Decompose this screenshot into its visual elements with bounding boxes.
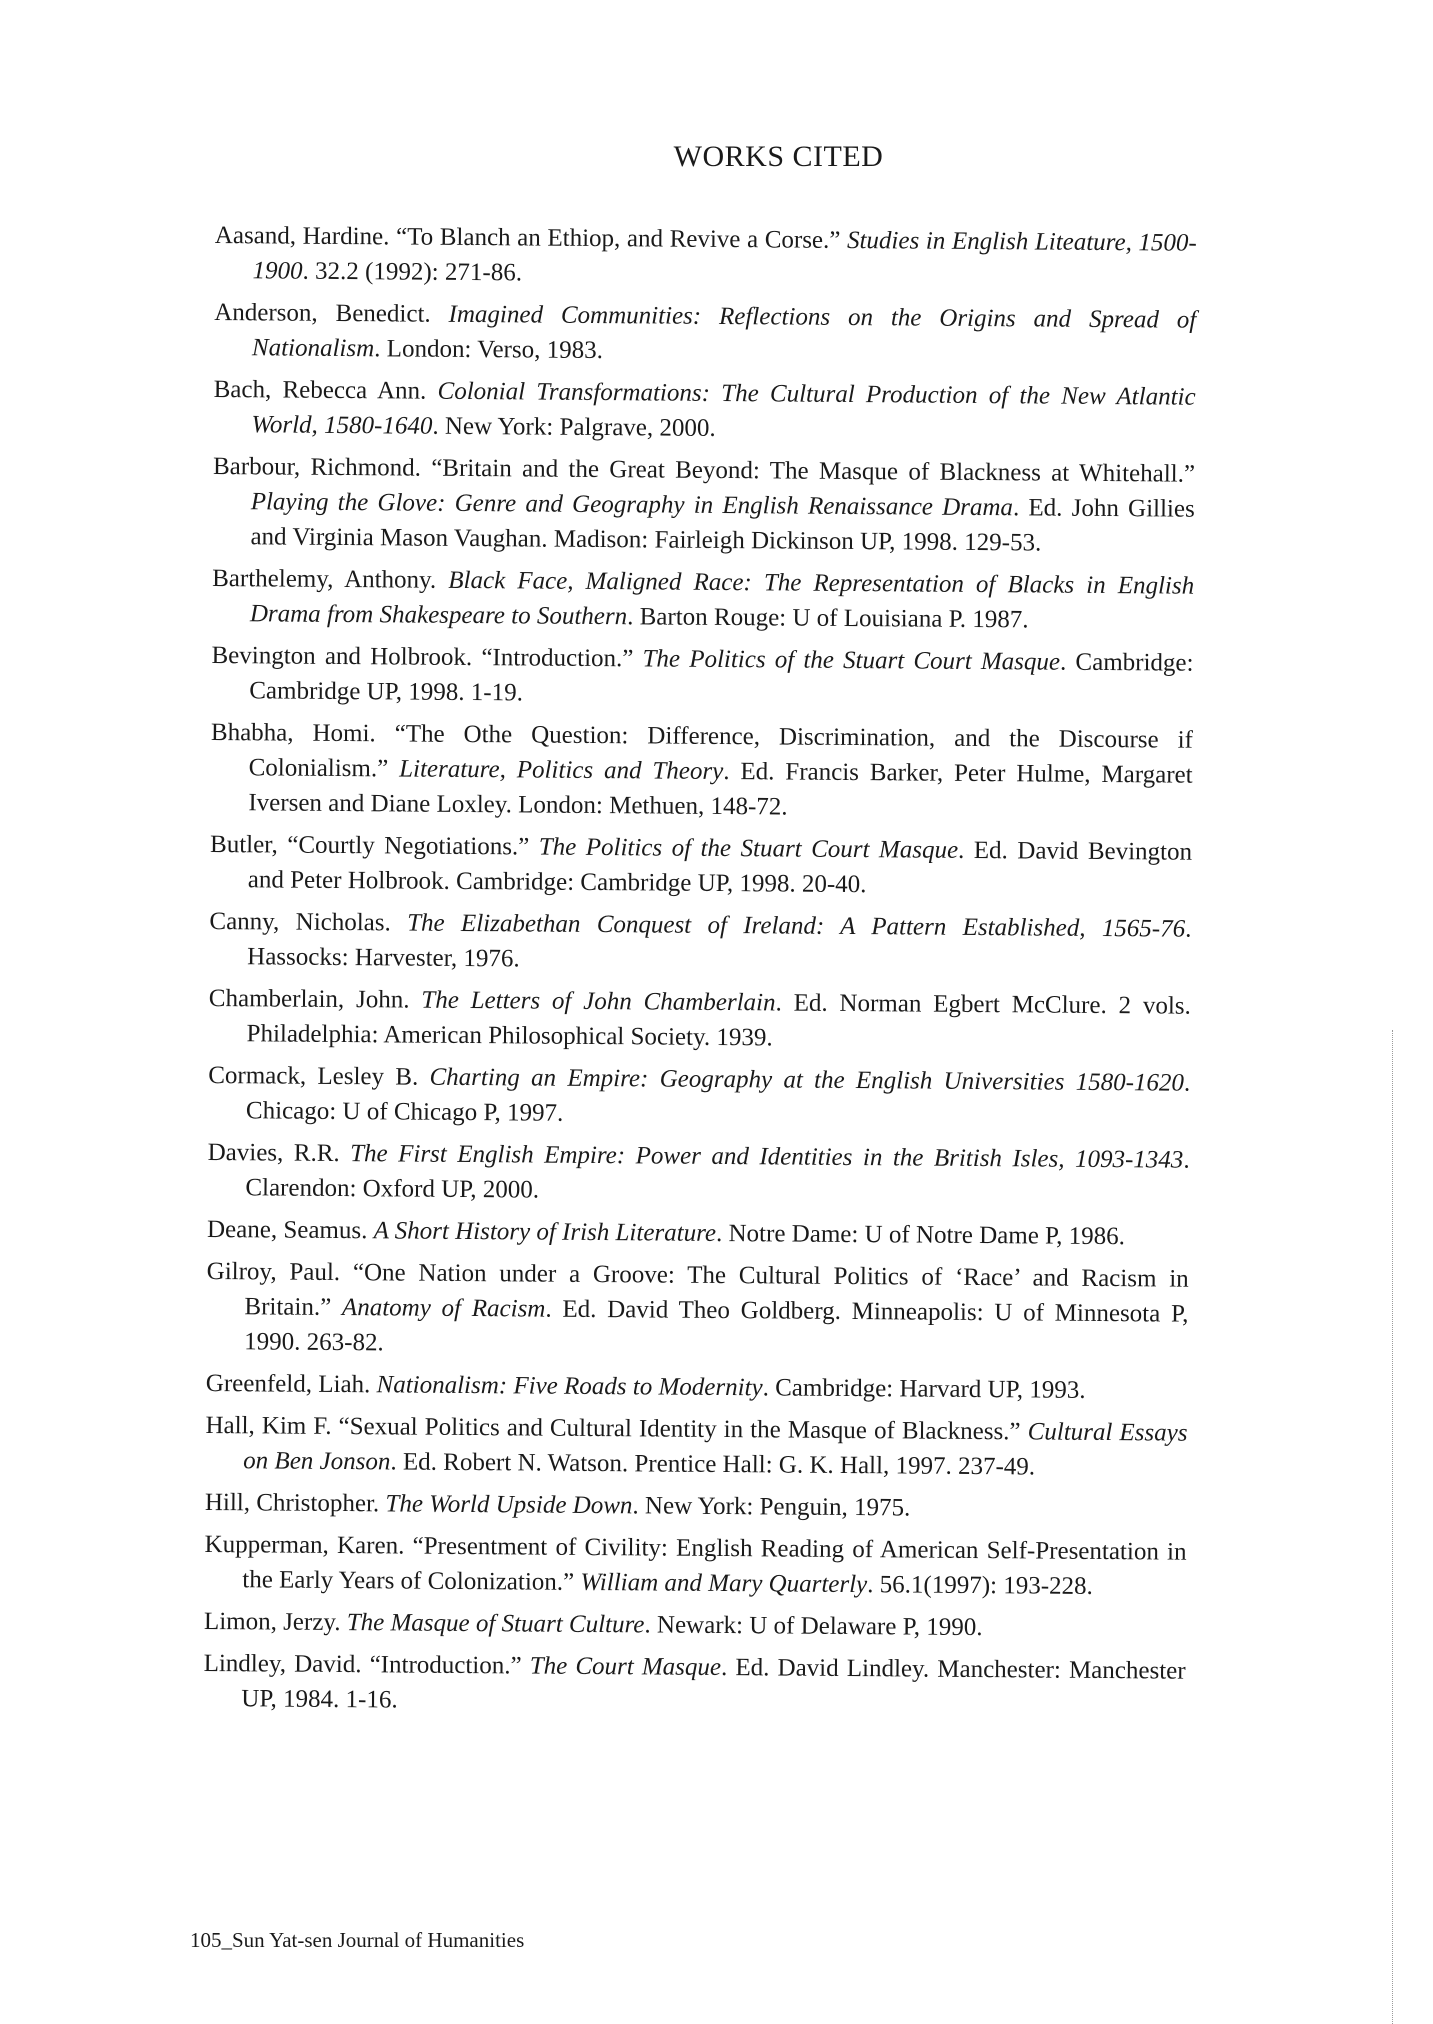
citation-entry bbox=[207, 1212, 1189, 1255]
citation-publication: . Chicago: U of Chicago P, 1997. bbox=[245, 1069, 1191, 1127]
citation-publication: . Hassocks: Harvester, 1976. bbox=[247, 915, 1192, 973]
citation-text: Bach, Rebecca Ann. bbox=[213, 375, 438, 405]
citation-text: Lindley, David. “Introduction.” bbox=[203, 1649, 530, 1680]
page-title: WORKS CITED bbox=[673, 140, 884, 173]
citation-publication: . 32.2 (1992): 271-86. bbox=[302, 257, 523, 287]
citation-title: The Letters of John Chamberlain bbox=[421, 986, 776, 1017]
citation-publication: . London: Verso, 1983. bbox=[374, 335, 604, 365]
citation-title: The Elizabethan Conquest of Ireland: A Pattern Established, 1565-76 bbox=[407, 909, 1186, 943]
citation-text: Limon, Jerzy. bbox=[203, 1607, 347, 1637]
citation-title: The Court Masque bbox=[529, 1652, 722, 1682]
citation-publication: . Clarendon: Oxford UP, 2000. bbox=[245, 1146, 1190, 1204]
citation-text: Anderson, Benedict. bbox=[214, 298, 449, 328]
citation-title: The Masque of Stuart Culture bbox=[346, 1609, 645, 1639]
citation-entry bbox=[211, 638, 1194, 716]
citation-entry bbox=[208, 981, 1191, 1059]
citation-publication: . Ed. Francis Barker, Peter Hulme, Margaret Iversen and Diane Loxley. London: Methuen, 148-72. bbox=[248, 758, 1193, 821]
citation-entry bbox=[210, 827, 1193, 905]
citation-publication: . New York: Penguin, 1975. bbox=[632, 1492, 911, 1522]
citation-entry bbox=[210, 715, 1193, 828]
citation-entry bbox=[213, 372, 1196, 450]
citation-title: Black Face, Maligned Race: The Representation of Blacks in English Drama from Shakespeare to Southern bbox=[249, 566, 1195, 631]
citation-text: Butler, “Courtly Negotiations.” bbox=[209, 830, 539, 861]
citation-entry bbox=[206, 1366, 1188, 1409]
citation-text: Bhabha, Homi. “The Othe Question: Difference, Discrimination, and the Discourse if Colonialism.” bbox=[210, 718, 1194, 783]
citation-publication: . Ed. David Lindley. Manchester: Manchester UP, 1984. 1-16. bbox=[241, 1654, 1186, 1714]
citation-title: Anatomy of Racism bbox=[341, 1294, 546, 1323]
citation-publication: . Ed. David Theo Goldberg. Minneapolis: U of Minnesota P, 1990. 263-82. bbox=[244, 1295, 1189, 1357]
citation-publication: . Ed. John Gillies and Virginia Mason Vaughan. Madison: Fairleigh Dickinson UP, 1998. 129-53. bbox=[250, 494, 1195, 557]
scan-edge-line bbox=[1392, 1030, 1393, 2024]
citation-entry bbox=[212, 449, 1195, 562]
citation-entry bbox=[204, 1527, 1187, 1605]
citation-title: Colonial Transformations: The Cultural Production of the New Atlantic World, 1580-1640 bbox=[251, 377, 1196, 440]
citation-text: Gilroy, Paul. “One Nation under a Groove: The Cultural Politics of ‘Race’ and Racism in Britain.” bbox=[206, 1257, 1189, 1322]
citation-title: Imagined Communities: Reflections on the Origins and Spread of Nationalism bbox=[251, 300, 1197, 363]
citation-entry bbox=[208, 1058, 1191, 1136]
citation-entry bbox=[214, 295, 1197, 373]
citation-publication: . New York: Palgrave, 2000. bbox=[432, 412, 716, 442]
citation-title: A Short History of Irish Literature bbox=[373, 1217, 717, 1247]
citation-text: Greenfeld, Liah. bbox=[205, 1369, 377, 1399]
citation-text: Chamberlain, John. bbox=[208, 984, 422, 1014]
citation-entry bbox=[206, 1254, 1189, 1367]
citation-text: Kupperman, Karen. “Presentment of Civility: English Reading of American Self-Presentation in the Early Years of Colonization.” bbox=[204, 1530, 1187, 1596]
citation-text: Hill, Christopher. bbox=[204, 1488, 386, 1518]
citation-entry bbox=[205, 1408, 1188, 1486]
citation-text: Aasand, Hardine. “To Blanch an Ethiop, and Revive a Corse.” bbox=[214, 221, 848, 254]
citation-title: Literature, Politics and Theory bbox=[399, 755, 724, 786]
citation-publication: . 56.1(1997): 193-228. bbox=[867, 1571, 1093, 1600]
citation-title: The Politics of the Stuart Court Masque bbox=[538, 833, 959, 864]
citation-title: Charting an Empire: Geography at the English Universities 1580-1620 bbox=[429, 1063, 1185, 1097]
citation-publication: . Notre Dame: U of Notre Dame P, 1986. bbox=[715, 1219, 1126, 1251]
citation-text: Bevington and Holbrook. “Introduction.” bbox=[211, 641, 643, 673]
citation-entry bbox=[207, 1135, 1190, 1213]
citation-title: Studies in English Liteature, 1500-1900 bbox=[252, 226, 1197, 285]
citation-entry bbox=[212, 561, 1195, 639]
citation-publication: . Newark: U of Delaware P, 1990. bbox=[644, 1611, 983, 1642]
citation-title: William and Mary Quarterly bbox=[580, 1568, 868, 1599]
citation-entry bbox=[203, 1646, 1186, 1724]
citation-entry bbox=[209, 904, 1192, 982]
citation-publication: . Ed. Robert N. Watson. Prentice Hall: G. K. Hall, 1997. 237-49. bbox=[390, 1448, 1036, 1481]
citation-text: Barthelemy, Anthony. bbox=[212, 564, 449, 594]
citation-entry bbox=[204, 1604, 1186, 1647]
citation-title: Cultural Essays on Ben Jonson bbox=[243, 1418, 1188, 1476]
citation-title: The Politics of the Stuart Court Masque bbox=[642, 645, 1061, 676]
works-cited-list bbox=[203, 218, 1197, 1731]
citation-publication: . Barton Rouge: U of Louisiana P. 1987. bbox=[627, 603, 1029, 634]
citation-text: Hall, Kim F. “Sexual Politics and Cultural Identity in the Masque of Blackness.” bbox=[205, 1411, 1028, 1446]
citation-title: The World Upside Down bbox=[385, 1490, 633, 1520]
citation-title: Playing the Glove: Genre and Geography in English Renaissance Drama bbox=[250, 488, 1014, 522]
page-footer: 105_Sun Yat-sen Journal of Humanities bbox=[190, 1928, 525, 1952]
citation-text: Deane, Seamus. bbox=[206, 1215, 374, 1245]
citation-entry bbox=[214, 218, 1197, 296]
citation-title: Nationalism: Five Roads to Modernity bbox=[376, 1371, 763, 1402]
citation-title: The First English Empire: Power and Identities in the British Isles, 1093-1343 bbox=[350, 1140, 1184, 1174]
citation-text: Barbour, Richmond. “Britain and the Great Beyond: The Masque of Blackness at Whitehall.” bbox=[212, 452, 1196, 488]
citation-entry bbox=[205, 1485, 1187, 1528]
citation-text: Cormack, Lesley B. bbox=[208, 1061, 430, 1091]
citation-text: Canny, Nicholas. bbox=[209, 907, 408, 937]
citation-publication: . Ed. Norman Egbert McClure. 2 vols. Philadelphia: American Philosophical Society. 1939. bbox=[246, 989, 1191, 1052]
citation-publication: . Cambridge: Cambridge UP, 1998. 1-19. bbox=[249, 648, 1194, 707]
citation-text: Davies, R.R. bbox=[207, 1138, 351, 1168]
citation-publication: . Cambridge: Harvard UP, 1993. bbox=[762, 1374, 1086, 1404]
citation-publication: . Ed. David Bevington and Peter Holbrook. Cambridge: Cambridge UP, 1998. 20-40. bbox=[247, 836, 1193, 899]
